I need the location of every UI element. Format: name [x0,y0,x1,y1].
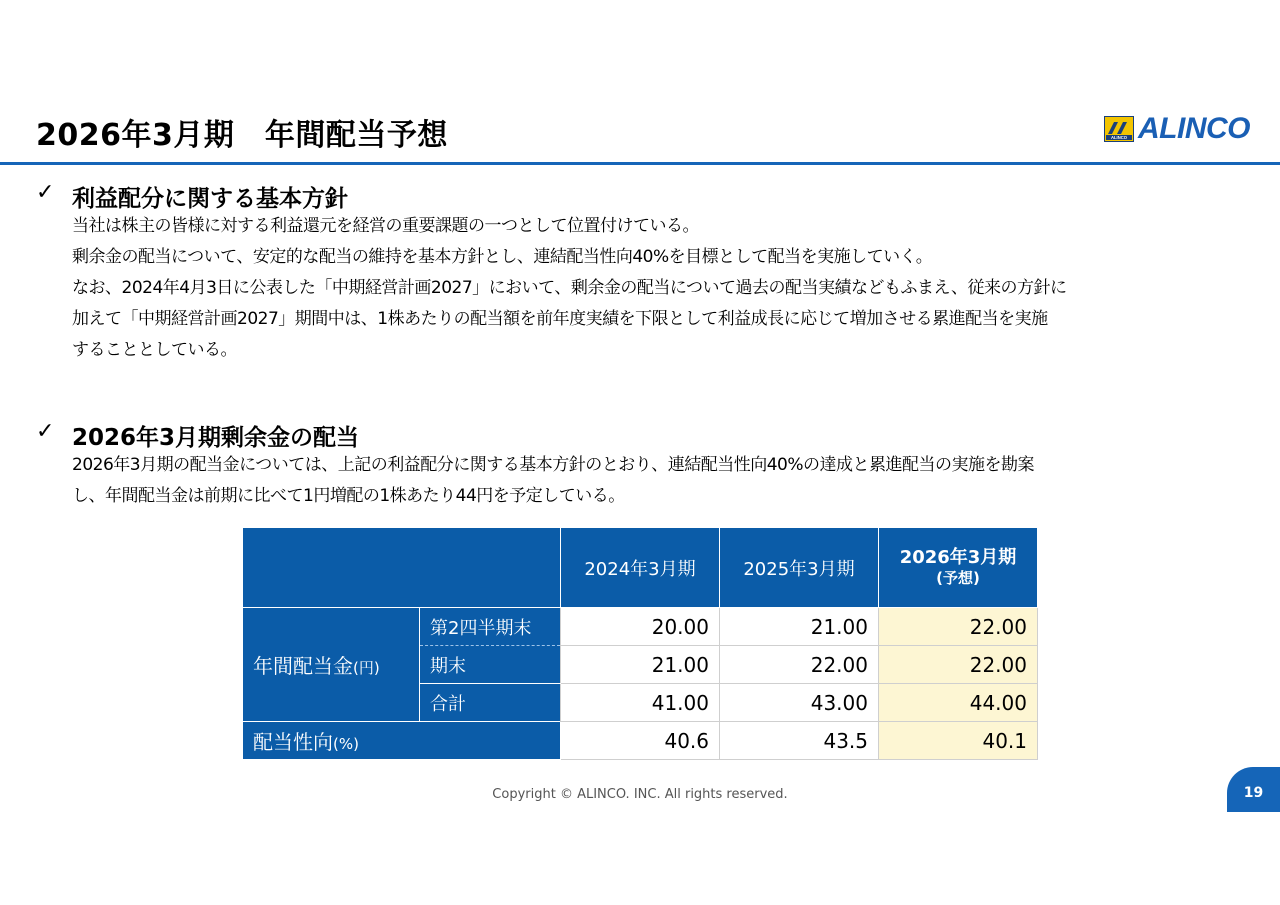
logo-emblem-icon [1104,116,1134,142]
body-line: し、年間配当金は前期に比べて1円増配の1株あたり44円を予定している。 [72,486,625,506]
table-cell-forecast: 44.00 [879,684,1038,722]
table-cell: 20.00 [561,608,720,646]
body-line: なお、2024年4月3日に公表した「中期経営計画2027」において、剰余金の配当について過去の配当実績などもふまえ、従来の方針に [72,278,1067,298]
company-logo [1104,114,1250,144]
dividend-body [72,450,1034,512]
table-cell: 41.00 [561,684,720,722]
logo-wordmark: ALINCO [1138,112,1250,145]
section-heading: 2026年3月期剰余金の配当 [72,425,360,451]
column-header: 2025年3月期 [720,528,879,608]
section-heading: 利益配分に関する基本方針 [72,186,348,212]
row-label: 合計 [420,684,561,722]
payout-ratio-label: 配当性向(%) [243,722,561,760]
row-label: 第2四半期末 [420,608,561,646]
forecast-note: (予想) [936,568,980,587]
title-divider [0,162,1280,165]
body-line: 当社は株主の皆様に対する利益還元を経営の重要課題の一つとして位置付けている。 [72,216,699,236]
page-number: 19 [1227,767,1280,812]
copyright-text: Copyright © ALINCO. INC. All rights reserved. [492,787,788,802]
table-cell: 22.00 [720,646,879,684]
forecast-year: 2026年3月期 [899,546,1017,568]
table-cell: 43.00 [720,684,879,722]
table-cell: 40.6 [561,722,720,760]
check-icon: ✓ [36,419,55,444]
body-line: 剰余金の配当について、安定的な配当の維持を基本方針とし、連結配当性向40%を目標として配当を実施していく。 [72,247,933,267]
table-header-row [243,528,1038,608]
check-icon: ✓ [36,180,55,205]
table-row [243,722,1038,760]
body-line: することとしている。 [72,340,237,360]
table-cell: 21.00 [720,608,879,646]
body-line: 加えて「中期経営計画2027」期間中は、1株あたりの配当額を前年度実績を下限として利益成長に応じて増加させる累進配当を実施 [72,309,1048,329]
dividend-table [242,527,1038,760]
slide-title: 2026年3月期 年間配当予想 [36,118,448,153]
row-label: 期末 [420,646,561,684]
table-cell: 43.5 [720,722,879,760]
table-cell-forecast: 22.00 [879,646,1038,684]
table-cell-forecast: 40.1 [879,722,1038,760]
policy-body [72,211,1067,366]
table-cell-forecast: 22.00 [879,608,1038,646]
column-header: 2024年3月期 [561,528,720,608]
table-row [243,608,1038,646]
table-cell: 21.00 [561,646,720,684]
column-header-forecast [879,528,1038,608]
logo-small-text: ALINCO [1110,135,1128,141]
header-blank [243,528,561,608]
annual-dividend-label: 年間配当金(円) [243,608,420,722]
body-line: 2026年3月期の配当金については、上記の利益配分に関する基本方針のとおり、連結配当性向40%の達成と累進配当の実施を勘案 [72,455,1035,475]
